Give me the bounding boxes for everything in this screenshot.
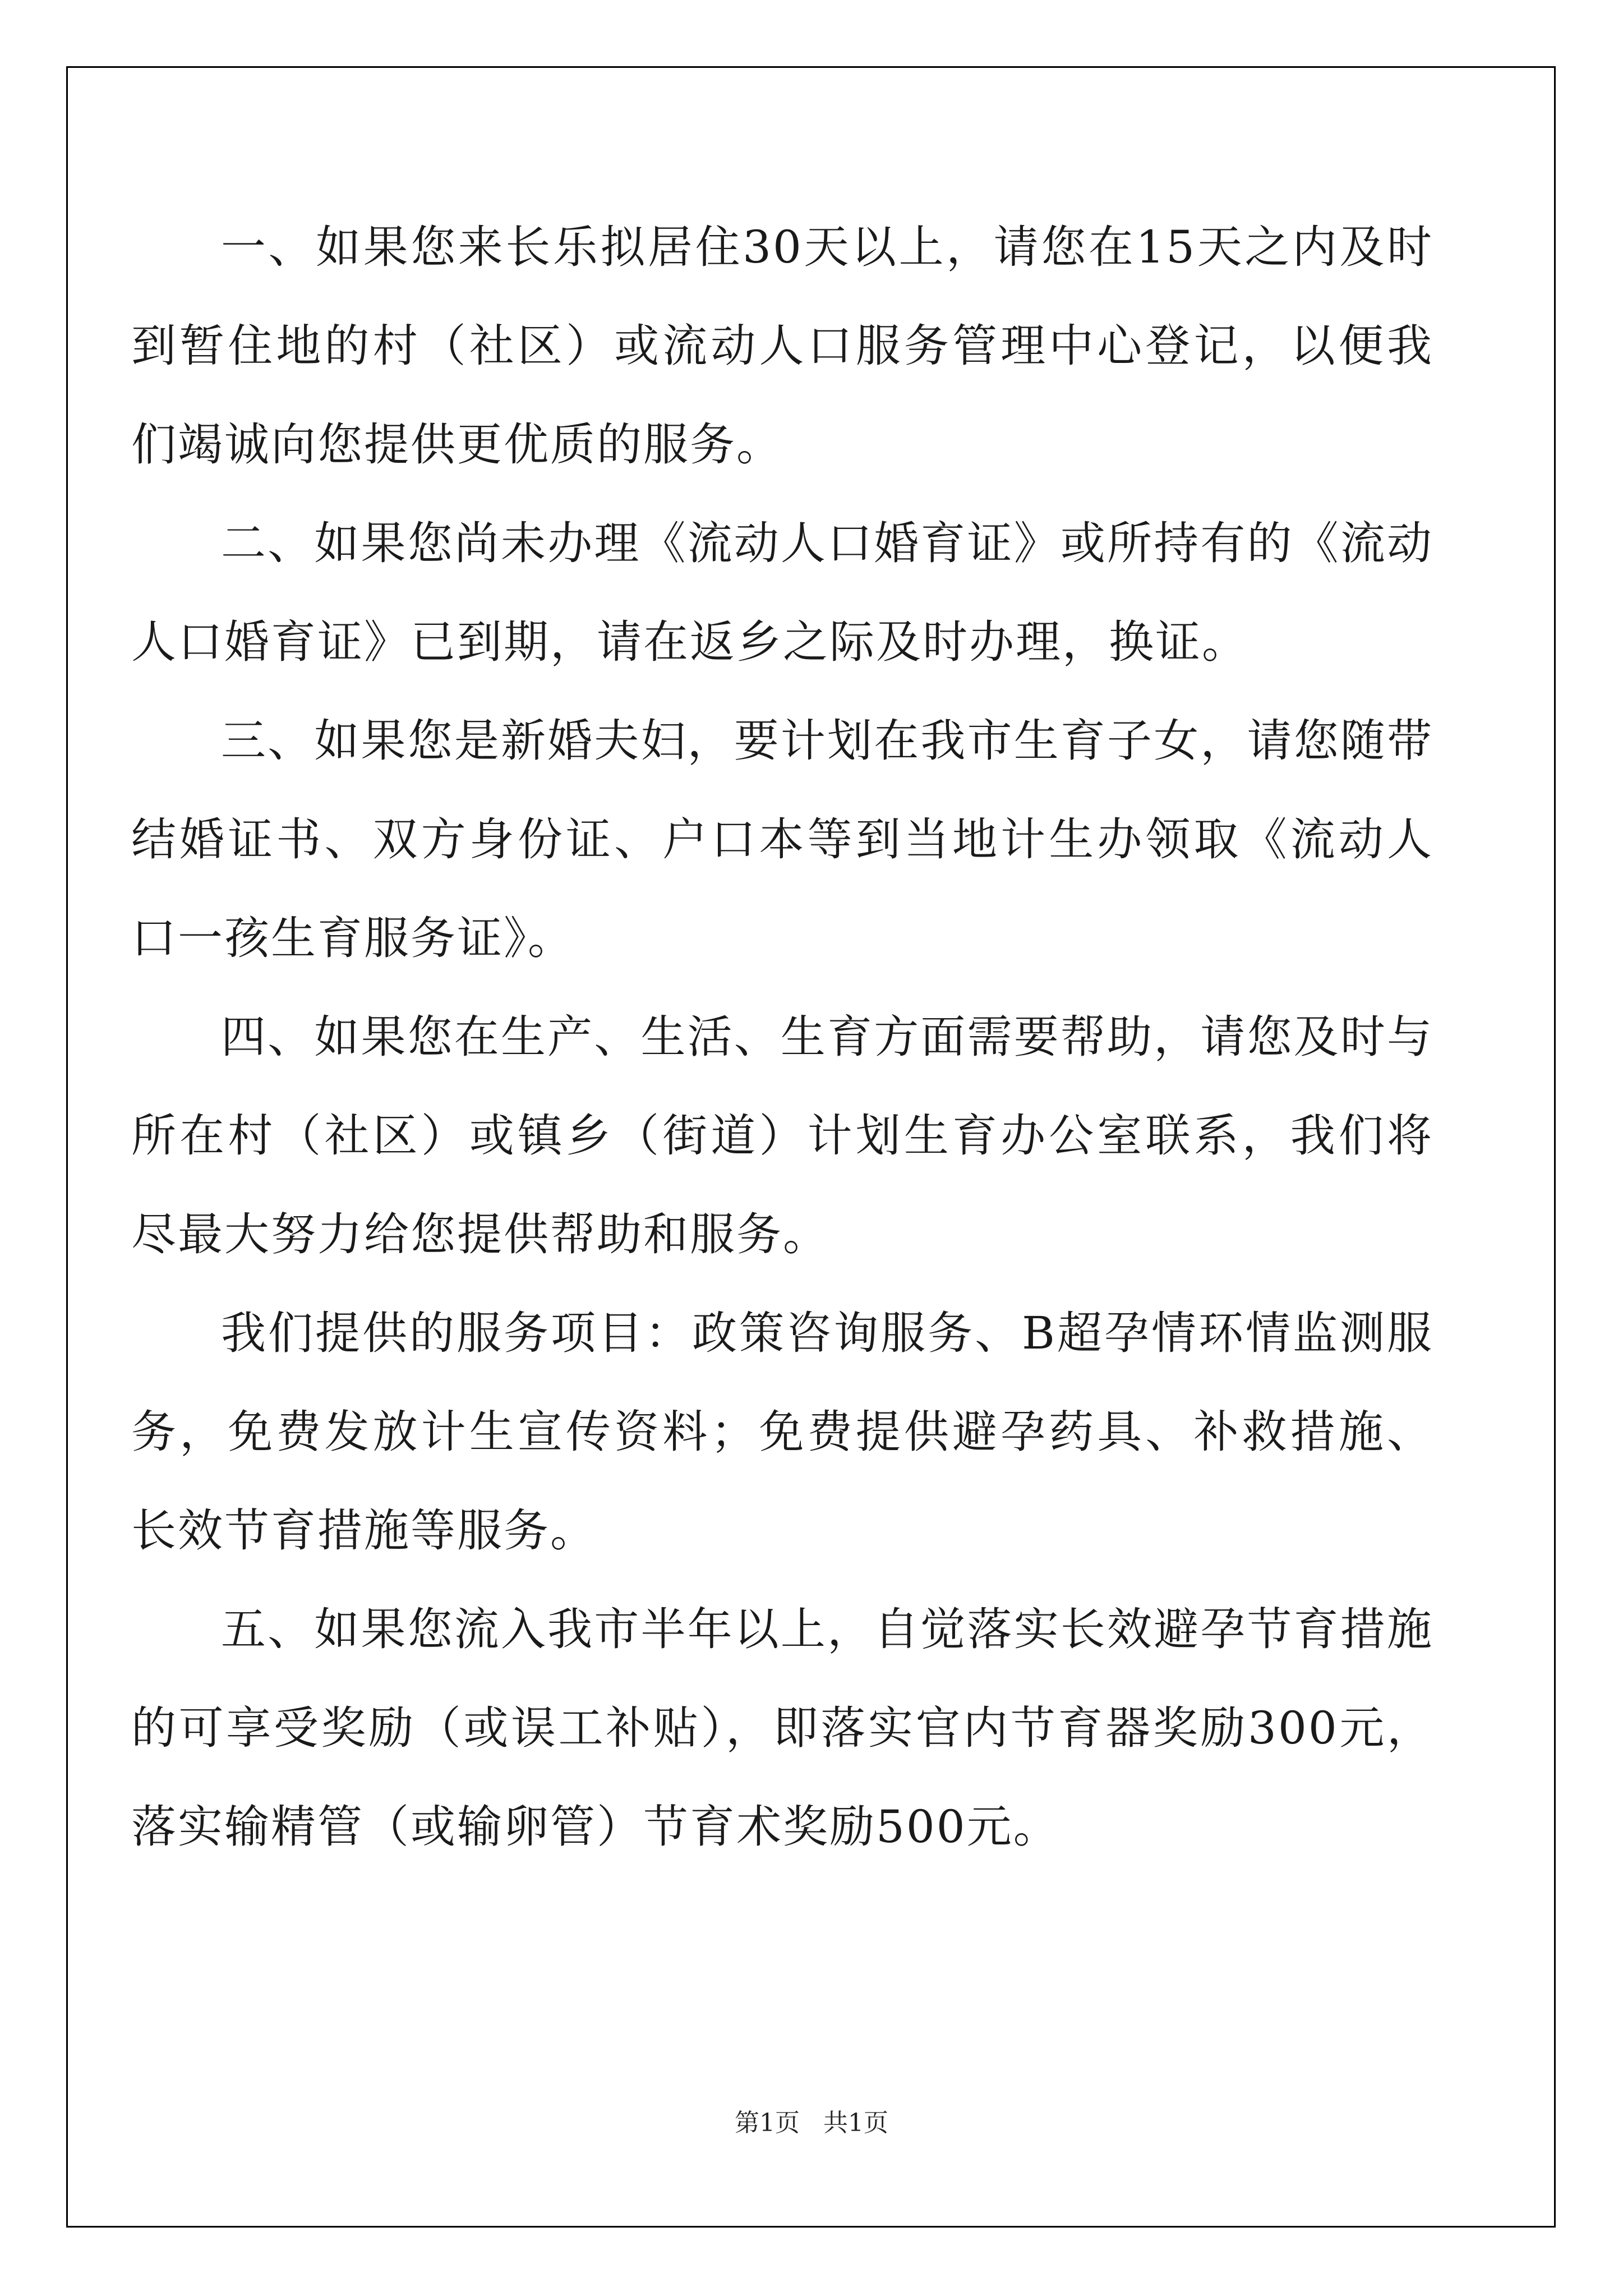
paragraph-rewards: 五、如果您流入我市半年以上，自觉落实长效避孕节育措施的可享受奖励（或误工补贴），即落实官内节育器奖励300元，落实输精管（或输卵管）节育术奖励500元。	[131, 1603, 1433, 1853]
page-number-footer: 第1页 共1页	[735, 2109, 888, 2137]
paragraph-services-offered: 我们提供的服务项目：政策咨询服务、B超孕情环情监测服务，免费发放计生宣传资料；免费提供避孕药具、补救措施、长效节育措施等服务。	[131, 1307, 1433, 1557]
document-body	[131, 198, 1433, 1876]
paragraph-registration: 一、如果您来长乐拟居住30天以上，请您在15天之内及时到暂住地的村（社区）或流动人口服务管理中心登记，以便我们竭诚向您提供更优质的服务。	[131, 221, 1433, 471]
paragraph-assistance: 四、如果您在生产、生活、生育方面需要帮助，请您及时与所在村（社区）或镇乡（街道）计划生育办公室联系，我们将尽最大努力给您提供帮助和服务。	[131, 1011, 1433, 1260]
paragraph-marriage-certificate: 二、如果您尚未办理《流动人口婚育证》或所持有的《流动人口婚育证》已到期，请在返乡之际及时办理，换证。	[131, 517, 1433, 668]
paragraph-newlyweds: 三、如果您是新婚夫妇，要计划在我市生育子女，请您随带结婚证书、双方身份证、户口本等到当地计生办领取《流动人口一孩生育服务证》。	[131, 715, 1433, 964]
